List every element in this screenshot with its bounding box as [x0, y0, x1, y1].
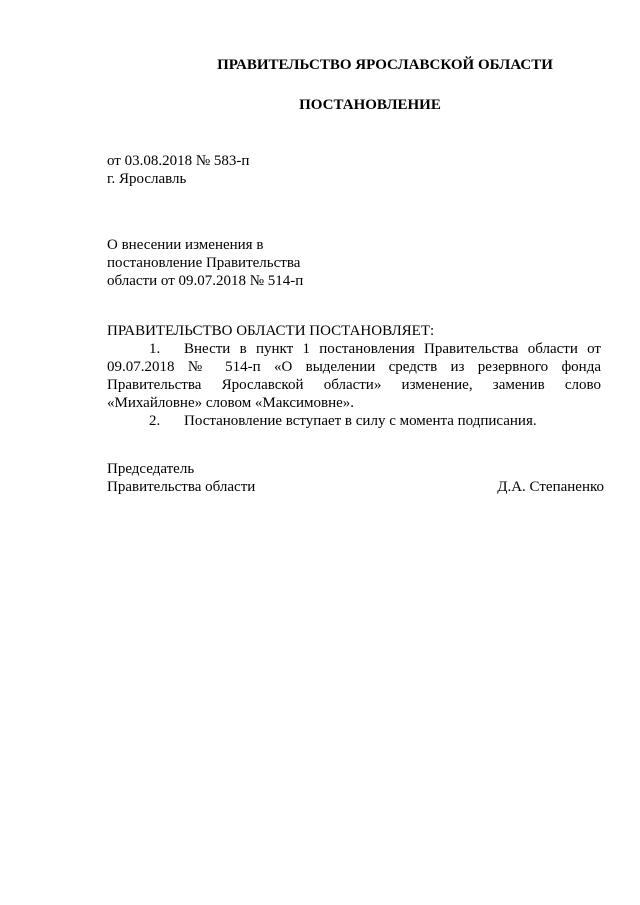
list-item: [107, 340, 601, 412]
subject-line-2: постановление Правительства: [107, 255, 301, 271]
signer-position-line-1: Председатель: [107, 461, 195, 477]
signer-position-line-2: Правительства области: [107, 479, 256, 495]
signer-name: Д.А. Степаненко: [497, 479, 604, 495]
preamble: ПРАВИТЕЛЬСТВО ОБЛАСТИ ПОСТАНОВЛЯЕТ:: [107, 323, 435, 339]
item-number: 2.: [149, 413, 161, 429]
subject-line-3: области от 09.07.2018 № 514-п: [107, 273, 304, 289]
signature-block: [107, 460, 604, 496]
document-type-heading: ПОСТАНОВЛЕНИЕ: [299, 97, 441, 113]
list-item: [107, 412, 601, 430]
document-subject: [107, 236, 367, 290]
item-number: 1.: [149, 341, 161, 357]
item-text: Внести в пункт 1 постановления Правительства области от 09.07.2018 № 514-п «О выделении средств из резервного фонда Правительства Ярославской области» изменение, заменив слово «Михайловне» словом «Максимовне».: [107, 341, 601, 411]
signature-row: [107, 478, 604, 496]
document-meta: [107, 152, 249, 188]
subject-line-1: О внесении изменения в: [107, 237, 264, 253]
item-text: Постановление вступает в силу с момента подписания.: [184, 413, 537, 429]
government-heading: ПРАВИТЕЛЬСТВО ЯРОСЛАВСКОЙ ОБЛАСТИ: [217, 57, 553, 73]
document-body: [107, 322, 601, 430]
date-number: от 03.08.2018 № 583-п: [107, 153, 250, 169]
city: г. Ярославль: [107, 171, 187, 187]
